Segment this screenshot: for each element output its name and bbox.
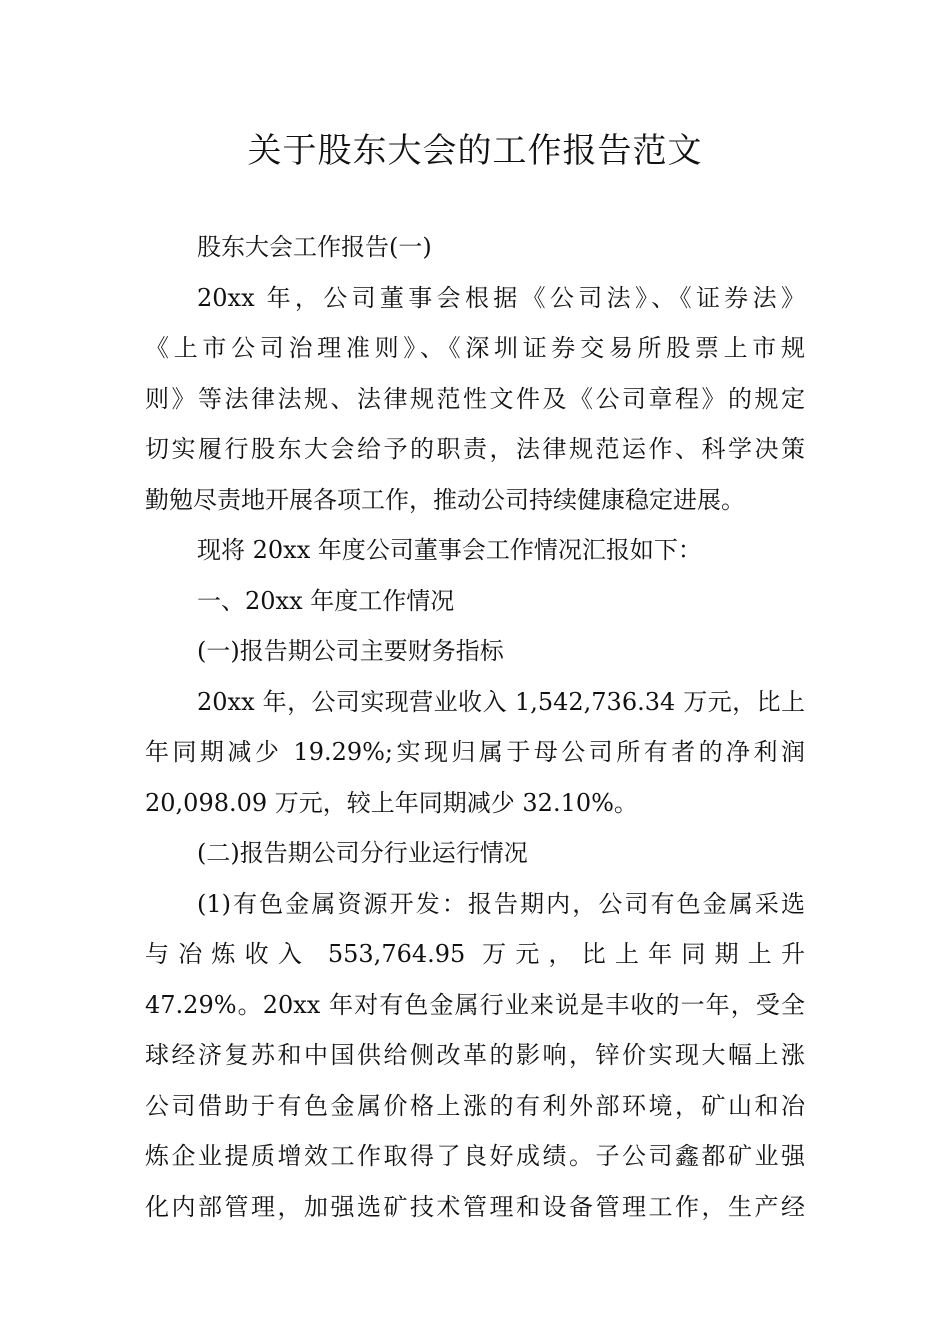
paragraph-line: 20,098.09 万元，较上年同期减少 32.10%。 (145, 788, 638, 817)
paragraph-line: 公司借助于有色金属价格上涨的有利外部环境，矿山和冶 (145, 1091, 805, 1120)
subsection-heading: (一)报告期公司主要财务指标 (197, 637, 504, 665)
paragraph-line: 则》等法律法规、法律规范性文件及《公司章程》的规定 (145, 384, 805, 413)
section-heading: 一、20xx 年度工作情况 (197, 586, 455, 615)
paragraph-line: 47.29%。20xx 年对有色金属行业来说是丰收的一年，受全 (145, 990, 805, 1019)
paragraph-line: 化内部管理，加强选矿技术管理和设备管理工作，生产经 (145, 1192, 805, 1221)
paragraph-line: 勤勉尽责地开展各项工作，推动公司持续健康稳定进展。 (145, 485, 745, 514)
paragraph-line: 《上市公司治理准则》、《深圳证券交易所股票上市规 (145, 334, 805, 362)
paragraph-line: 炼企业提质增效工作取得了良好成绩。子公司鑫都矿业强 (145, 1142, 805, 1170)
paragraph-line: (1)有色金属资源开发：报告期内，公司有色金属采选 (197, 889, 805, 918)
paragraph-line: 现将 20xx 年度公司董事会工作情况汇报如下： (197, 536, 702, 564)
document-title: 关于股东大会的工作报告范文 (247, 131, 703, 171)
paragraph-line: 与冶炼收入 553,764.95 万元，比上年同期上升 (145, 940, 805, 968)
document-body (145, 222, 805, 1232)
paragraph-line: 年同期减少 19.29%;实现归属于母公司所有者的净利润 (145, 738, 805, 766)
paragraph-line: 球经济复苏和中国供给侧改革的影响，锌价实现大幅上涨 (145, 1041, 805, 1069)
paragraph-line: 20xx 年，公司董事会根据《公司法》、《证券法》 (197, 283, 805, 312)
subsection-heading: (二)报告期公司分行业运行情况 (197, 839, 528, 867)
paragraph-line: 切实履行股东大会给予的职责，法律规范运作、科学决策 (145, 435, 805, 463)
section-heading: 股东大会工作报告(一) (197, 233, 432, 261)
paragraph-line: 20xx 年，公司实现营业收入 1,542,736.34 万元，比上 (197, 687, 805, 716)
